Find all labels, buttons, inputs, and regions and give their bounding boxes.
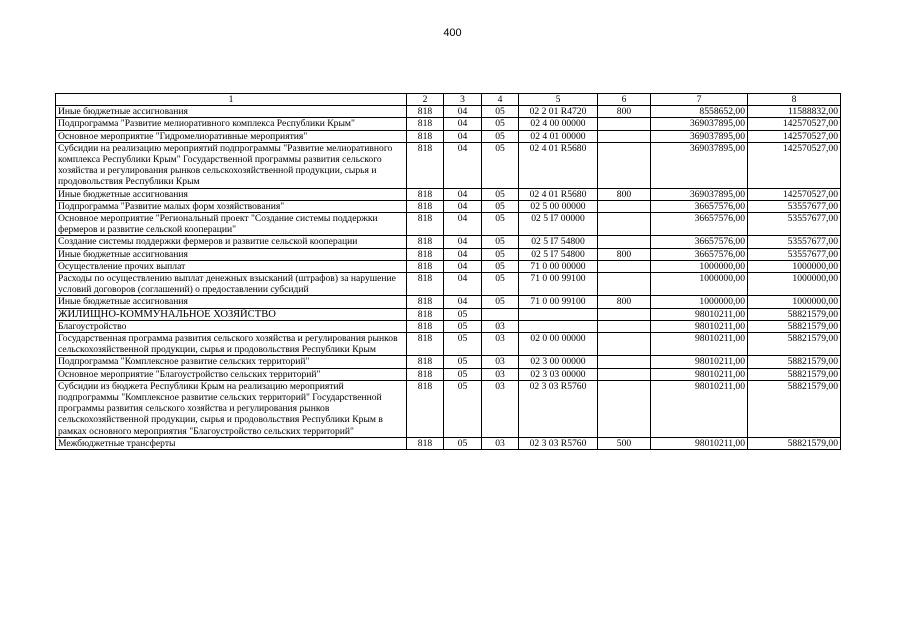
row-section-cell: 05 xyxy=(444,308,482,320)
table-row xyxy=(56,260,841,272)
row-subsection-cell: 05 xyxy=(482,213,519,236)
row-amount-1-cell: 36657576,00 xyxy=(651,248,748,260)
row-amount-1-cell: 98010211,00 xyxy=(651,308,748,320)
header-cell: 6 xyxy=(598,94,651,106)
row-name-cell: Субсидии из бюджета Республики Крым на реализацию мероприятий подпрограммы "Комплексное развитие сельских территорий" Государственной программы развития сельского хозяйства и регулирования рынков сельскохозяйственной продукции, сырья и продовольствия Республики Крым в рамках основного мероприятия "Благоустройство сельских территорий" xyxy=(56,380,407,437)
row-subsection-cell: 05 xyxy=(482,142,519,188)
table-row xyxy=(56,118,841,130)
table-row xyxy=(56,130,841,142)
row-target-article-cell: 71 0 00 99100 xyxy=(519,296,598,308)
row-section-cell: 04 xyxy=(444,273,482,296)
row-gov-code-cell: 818 xyxy=(407,437,444,449)
row-target-article-cell: 71 0 00 00000 xyxy=(519,260,598,272)
row-amount-1-cell: 98010211,00 xyxy=(651,380,748,437)
header-cell: 8 xyxy=(748,94,841,106)
row-amount-2-cell: 11588832,00 xyxy=(748,106,841,118)
table-row xyxy=(56,368,841,380)
row-amount-2-cell: 58821579,00 xyxy=(748,320,841,332)
row-target-article-cell: 02 4 00 00000 xyxy=(519,118,598,130)
row-gov-code-cell: 818 xyxy=(407,333,444,356)
row-subsection-cell: 03 xyxy=(482,368,519,380)
row-amount-1-cell: 369037895,00 xyxy=(651,130,748,142)
row-name-cell: ЖИЛИЩНО-КОММУНАЛЬНОЕ ХОЗЯЙСТВО xyxy=(56,308,407,320)
row-amount-1-cell: 98010211,00 xyxy=(651,356,748,368)
row-gov-code-cell: 818 xyxy=(407,236,444,248)
row-target-article-cell: 02 4 01 00000 xyxy=(519,130,598,142)
row-amount-1-cell: 369037895,00 xyxy=(651,118,748,130)
row-amount-2-cell: 58821579,00 xyxy=(748,380,841,437)
row-name-cell: Подпрограмма "Комплексное развитие сельских территорий" xyxy=(56,356,407,368)
row-amount-2-cell: 58821579,00 xyxy=(748,333,841,356)
row-gov-code-cell: 818 xyxy=(407,118,444,130)
row-section-cell: 04 xyxy=(444,188,482,200)
row-gov-code-cell: 818 xyxy=(407,213,444,236)
row-amount-1-cell: 8558652,00 xyxy=(651,106,748,118)
row-name-cell: Основное мероприятие "Благоустройство сельских территорий" xyxy=(56,368,407,380)
row-target-article-cell: 02 3 03 00000 xyxy=(519,368,598,380)
row-target-article-cell: 02 4 01 R5680 xyxy=(519,142,598,188)
row-name-cell: Иные бюджетные ассигнования xyxy=(56,248,407,260)
row-subsection-cell: 03 xyxy=(482,333,519,356)
row-target-article-cell: 71 0 00 99100 xyxy=(519,273,598,296)
row-section-cell: 04 xyxy=(444,106,482,118)
row-amount-2-cell: 142570527,00 xyxy=(748,118,841,130)
row-name-cell: Расходы по осуществлению выплат денежных взысканий (штрафов) за нарушение условий договоров (соглашений) о предоставлении субсидий xyxy=(56,273,407,296)
table-row xyxy=(56,320,841,332)
table-row xyxy=(56,106,841,118)
row-name-cell: Иные бюджетные ассигнования xyxy=(56,296,407,308)
row-expense-type-cell xyxy=(598,118,651,130)
row-subsection-cell: 03 xyxy=(482,380,519,437)
header-cell: 4 xyxy=(482,94,519,106)
row-amount-1-cell: 98010211,00 xyxy=(651,320,748,332)
row-amount-2-cell: 58821579,00 xyxy=(748,356,841,368)
table-row xyxy=(56,308,841,320)
row-amount-2-cell: 58821579,00 xyxy=(748,308,841,320)
row-target-article-cell: 02 5 I7 00000 xyxy=(519,213,598,236)
table-row xyxy=(56,356,841,368)
row-amount-2-cell: 1000000,00 xyxy=(748,296,841,308)
row-subsection-cell xyxy=(482,308,519,320)
row-gov-code-cell: 818 xyxy=(407,142,444,188)
row-amount-2-cell: 142570527,00 xyxy=(748,142,841,188)
table-row xyxy=(56,142,841,188)
row-subsection-cell: 03 xyxy=(482,437,519,449)
row-name-cell: Субсидии на реализацию мероприятий подпрограммы "Развитие мелиоративного комплекса Республики Крым" Государственной программы развития сельского хозяйства и регулирования рынков сельскохозяйственной продукции, сырья и продовольствия Республики Крым xyxy=(56,142,407,188)
row-subsection-cell: 05 xyxy=(482,248,519,260)
row-expense-type-cell xyxy=(598,213,651,236)
row-expense-type-cell: 800 xyxy=(598,248,651,260)
row-subsection-cell: 05 xyxy=(482,188,519,200)
table-row xyxy=(56,236,841,248)
row-subsection-cell: 05 xyxy=(482,296,519,308)
row-section-cell: 05 xyxy=(444,368,482,380)
row-amount-2-cell: 142570527,00 xyxy=(748,188,841,200)
row-gov-code-cell: 818 xyxy=(407,296,444,308)
header-cell: 7 xyxy=(651,94,748,106)
row-section-cell: 05 xyxy=(444,380,482,437)
row-name-cell: Осуществление прочих выплат xyxy=(56,260,407,272)
row-amount-1-cell: 98010211,00 xyxy=(651,368,748,380)
row-target-article-cell: 02 5 I7 54800 xyxy=(519,248,598,260)
row-expense-type-cell xyxy=(598,356,651,368)
row-expense-type-cell xyxy=(598,142,651,188)
row-target-article-cell: 02 5 I7 54800 xyxy=(519,236,598,248)
table-row xyxy=(56,248,841,260)
row-target-article-cell: 02 0 00 00000 xyxy=(519,333,598,356)
row-subsection-cell: 03 xyxy=(482,356,519,368)
row-amount-2-cell: 1000000,00 xyxy=(748,260,841,272)
row-gov-code-cell: 818 xyxy=(407,308,444,320)
row-expense-type-cell: 800 xyxy=(598,296,651,308)
header-cell: 5 xyxy=(519,94,598,106)
table-row xyxy=(56,200,841,212)
header-cell: 3 xyxy=(444,94,482,106)
row-target-article-cell xyxy=(519,320,598,332)
table-row xyxy=(56,273,841,296)
row-expense-type-cell: 800 xyxy=(598,188,651,200)
row-name-cell: Основное мероприятие "Гидромелиоративные мероприятия" xyxy=(56,130,407,142)
row-section-cell: 04 xyxy=(444,213,482,236)
row-target-article-cell: 02 2 01 R4720 xyxy=(519,106,598,118)
table-row xyxy=(56,188,841,200)
row-subsection-cell: 03 xyxy=(482,320,519,332)
row-expense-type-cell xyxy=(598,200,651,212)
row-gov-code-cell: 818 xyxy=(407,380,444,437)
table-header-row xyxy=(56,94,841,106)
row-section-cell: 04 xyxy=(444,118,482,130)
row-name-cell: Межбюджетные трансферты xyxy=(56,437,407,449)
row-amount-1-cell: 98010211,00 xyxy=(651,333,748,356)
row-subsection-cell: 05 xyxy=(482,236,519,248)
row-expense-type-cell xyxy=(598,260,651,272)
table-row xyxy=(56,213,841,236)
row-name-cell: Благоустройство xyxy=(56,320,407,332)
row-section-cell: 04 xyxy=(444,142,482,188)
row-amount-2-cell: 53557677,00 xyxy=(748,236,841,248)
row-amount-2-cell: 58821579,00 xyxy=(748,368,841,380)
row-gov-code-cell: 818 xyxy=(407,106,444,118)
row-expense-type-cell: 800 xyxy=(598,106,651,118)
row-amount-2-cell: 142570527,00 xyxy=(748,130,841,142)
row-amount-2-cell: 1000000,00 xyxy=(748,273,841,296)
row-amount-1-cell: 369037895,00 xyxy=(651,188,748,200)
row-section-cell: 05 xyxy=(444,320,482,332)
row-gov-code-cell: 818 xyxy=(407,200,444,212)
row-expense-type-cell xyxy=(598,308,651,320)
row-section-cell: 04 xyxy=(444,248,482,260)
row-name-cell: Подпрограмма "Развитие мелиоративного комплекса Республики Крым" xyxy=(56,118,407,130)
row-subsection-cell: 05 xyxy=(482,200,519,212)
row-expense-type-cell xyxy=(598,236,651,248)
row-gov-code-cell: 818 xyxy=(407,273,444,296)
row-expense-type-cell xyxy=(598,273,651,296)
row-subsection-cell: 05 xyxy=(482,106,519,118)
row-name-cell: Иные бюджетные ассигнования xyxy=(56,106,407,118)
row-expense-type-cell xyxy=(598,320,651,332)
row-section-cell: 05 xyxy=(444,437,482,449)
row-subsection-cell: 05 xyxy=(482,260,519,272)
row-amount-2-cell: 53557677,00 xyxy=(748,248,841,260)
row-expense-type-cell xyxy=(598,380,651,437)
row-amount-2-cell: 53557677,00 xyxy=(748,213,841,236)
row-gov-code-cell: 818 xyxy=(407,368,444,380)
row-amount-1-cell: 36657576,00 xyxy=(651,213,748,236)
row-section-cell: 04 xyxy=(444,200,482,212)
table-row xyxy=(56,296,841,308)
row-section-cell: 04 xyxy=(444,296,482,308)
row-section-cell: 04 xyxy=(444,130,482,142)
row-name-cell: Подпрограмма "Развитие малых форм хозяйствования" xyxy=(56,200,407,212)
row-name-cell: Создание системы поддержки фермеров и развитие сельской кооперации xyxy=(56,236,407,248)
row-section-cell: 05 xyxy=(444,356,482,368)
table-row xyxy=(56,380,841,437)
row-expense-type-cell xyxy=(598,130,651,142)
row-expense-type-cell: 500 xyxy=(598,437,651,449)
row-target-article-cell: 02 5 00 00000 xyxy=(519,200,598,212)
header-cell: 2 xyxy=(407,94,444,106)
row-gov-code-cell: 818 xyxy=(407,130,444,142)
row-target-article-cell: 02 3 00 00000 xyxy=(519,356,598,368)
row-section-cell: 04 xyxy=(444,260,482,272)
row-gov-code-cell: 818 xyxy=(407,356,444,368)
row-amount-2-cell: 53557677,00 xyxy=(748,200,841,212)
row-amount-1-cell: 1000000,00 xyxy=(651,273,748,296)
row-amount-1-cell: 1000000,00 xyxy=(651,296,748,308)
budget-table xyxy=(55,93,841,450)
row-target-article-cell: 02 3 03 R5760 xyxy=(519,437,598,449)
row-amount-1-cell: 98010211,00 xyxy=(651,437,748,449)
row-amount-1-cell: 36657576,00 xyxy=(651,236,748,248)
row-target-article-cell: 02 4 01 R5680 xyxy=(519,188,598,200)
table-row xyxy=(56,333,841,356)
row-expense-type-cell xyxy=(598,333,651,356)
row-target-article-cell: 02 3 03 R5760 xyxy=(519,380,598,437)
row-subsection-cell: 05 xyxy=(482,130,519,142)
row-expense-type-cell xyxy=(598,368,651,380)
header-cell: 1 xyxy=(56,94,407,106)
table-row xyxy=(56,437,841,449)
row-gov-code-cell: 818 xyxy=(407,320,444,332)
row-gov-code-cell: 818 xyxy=(407,248,444,260)
row-amount-1-cell: 1000000,00 xyxy=(651,260,748,272)
row-amount-1-cell: 369037895,00 xyxy=(651,142,748,188)
row-amount-1-cell: 36657576,00 xyxy=(651,200,748,212)
row-name-cell: Основное мероприятие "Региональный проект "Создание системы поддержки фермеров и развитие сельской кооперации" xyxy=(56,213,407,236)
row-name-cell: Иные бюджетные ассигнования xyxy=(56,188,407,200)
page-number: 400 xyxy=(443,27,462,39)
row-amount-2-cell: 58821579,00 xyxy=(748,437,841,449)
row-section-cell: 04 xyxy=(444,236,482,248)
row-subsection-cell: 05 xyxy=(482,118,519,130)
row-gov-code-cell: 818 xyxy=(407,260,444,272)
row-target-article-cell xyxy=(519,308,598,320)
row-section-cell: 05 xyxy=(444,333,482,356)
row-name-cell: Государственная программа развития сельского хозяйства и регулирования рынков сельскохозяйственной продукции, сырья и продовольствия Республики Крым xyxy=(56,333,407,356)
row-gov-code-cell: 818 xyxy=(407,188,444,200)
row-subsection-cell: 05 xyxy=(482,273,519,296)
